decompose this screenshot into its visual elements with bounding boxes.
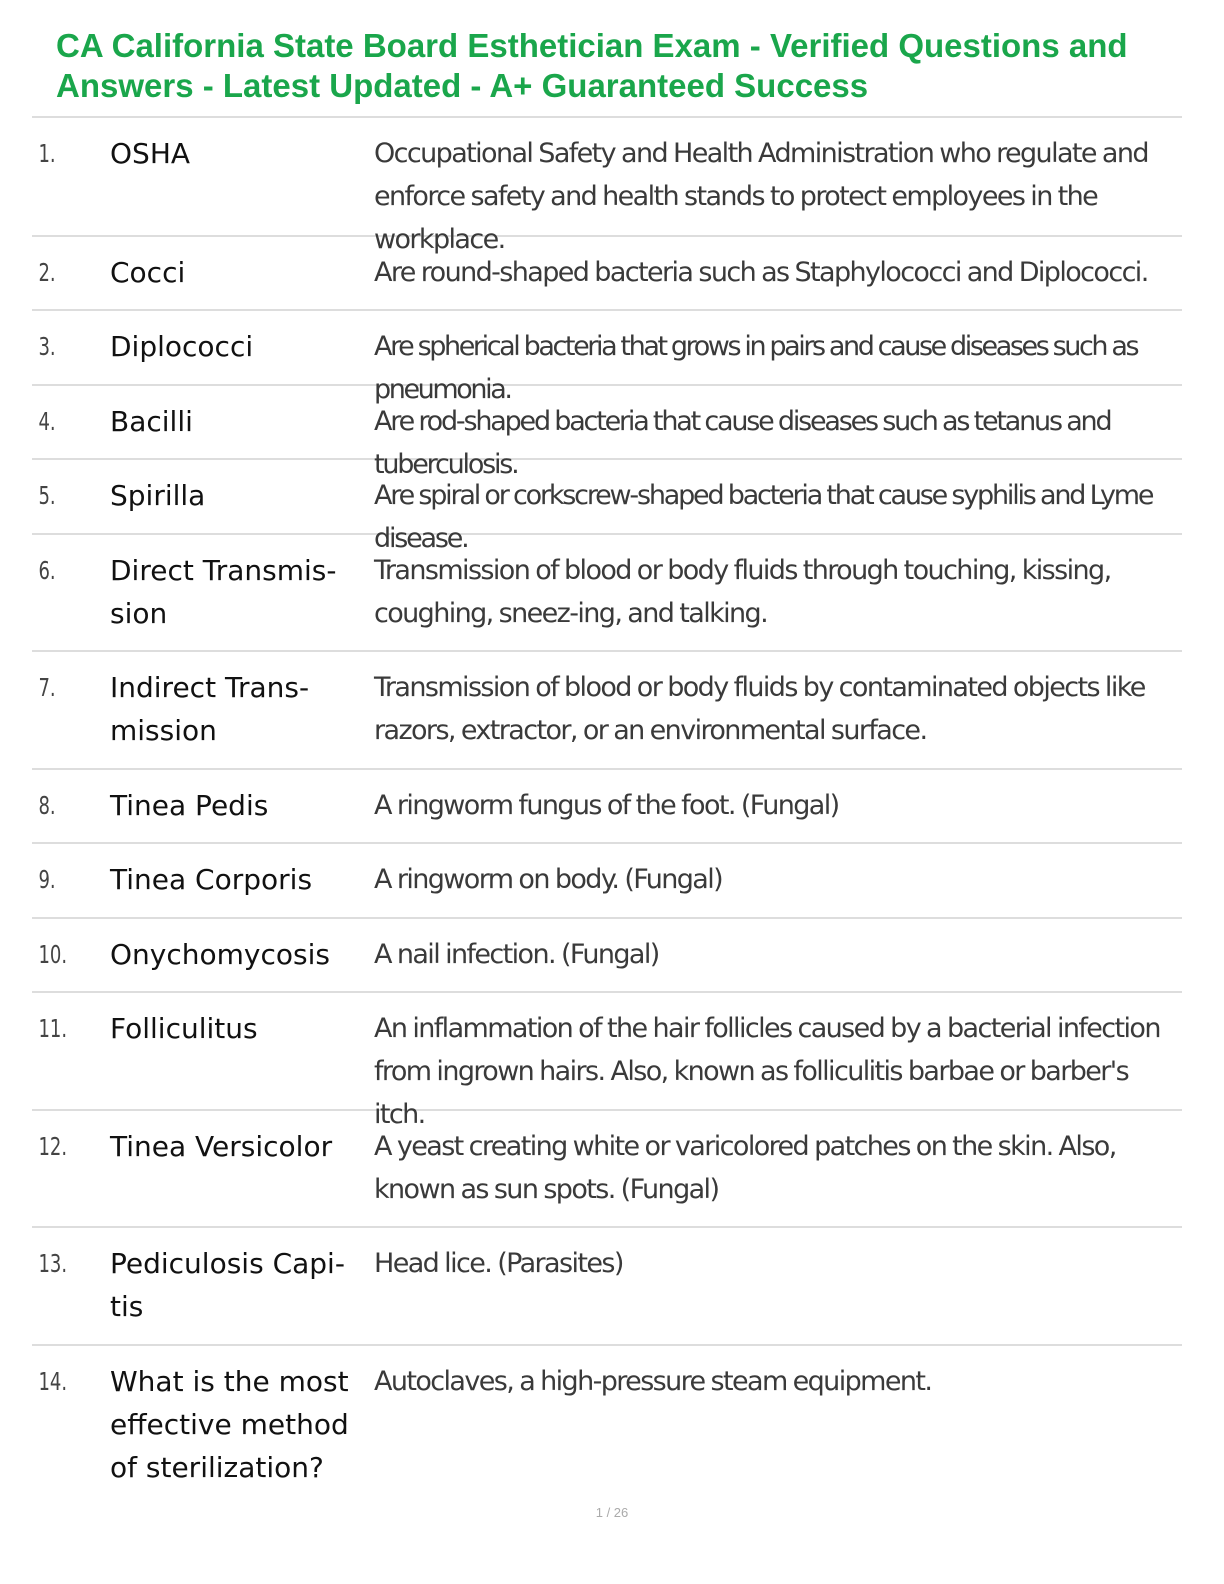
item-term: OSHA bbox=[110, 137, 191, 170]
item-definition: Occupational Safety and Health Administration who regulate and enforce safety and health stands to protect employees in the workplace. bbox=[374, 138, 1148, 255]
item-number: 13. bbox=[38, 1249, 68, 1278]
item-term: Tinea Pedis bbox=[110, 789, 269, 822]
item-number: 2. bbox=[38, 258, 56, 287]
item-definition: Transmission of blood or body fluids through touching, kissing, coughing, sneez-ing, and talking. bbox=[374, 555, 1111, 629]
item-number: 11. bbox=[38, 1014, 68, 1043]
item-definition: Transmission of blood or body fluids by contaminated objects like razors, extractor, or an environmental surface. bbox=[374, 672, 1145, 746]
item-number: 1. bbox=[38, 139, 56, 168]
item-term: Spirilla bbox=[110, 479, 206, 512]
item-definition: Are spiral or corkscrew-shaped bacteria that cause syphilis and Lyme disease. bbox=[374, 480, 1153, 554]
item-number: 10. bbox=[38, 940, 68, 969]
item-definition: A nail infection. (Fungal) bbox=[374, 939, 659, 970]
item-number: 14. bbox=[38, 1367, 68, 1396]
item-number: 8. bbox=[38, 791, 56, 820]
item-number: 5. bbox=[38, 481, 56, 510]
qa-row bbox=[32, 535, 1182, 652]
qa-row bbox=[32, 844, 1182, 919]
item-term: Tinea Versicolor bbox=[110, 1130, 333, 1163]
item-number: 7. bbox=[38, 673, 56, 702]
document-title: CA California State Board Esthetician Exam - Verified Questions and Answers - Latest Updated - A+ Guaranteed Success bbox=[56, 27, 1128, 104]
qa-row bbox=[32, 1346, 1182, 1496]
item-term: Indirect Trans-mission bbox=[110, 671, 310, 747]
item-term: Folliculitus bbox=[110, 1012, 258, 1045]
item-definition: Are rod-shaped bacteria that cause diseases such as tetanus and tuberculosis. bbox=[374, 406, 1111, 480]
qa-row bbox=[32, 770, 1182, 844]
item-term: Onychomycosis bbox=[110, 938, 330, 971]
item-definition: Head lice. (Parasites) bbox=[374, 1248, 623, 1279]
qa-row bbox=[32, 1111, 1182, 1228]
item-definition: A yeast creating white or varicolored patches on the skin. Also, known as sun spots. (Fungal) bbox=[374, 1131, 1116, 1205]
qa-row bbox=[32, 311, 1182, 405]
item-term: Tinea Corporis bbox=[110, 863, 313, 896]
item-definition: Autoclaves, a high-pressure steam equipment. bbox=[374, 1366, 932, 1397]
page-number: 1 / 26 bbox=[595, 1505, 629, 1520]
item-term: Bacilli bbox=[110, 405, 193, 438]
qa-row bbox=[32, 118, 1182, 255]
item-definition: Are spherical bacteria that grows in pairs and cause diseases such as pneumonia. bbox=[374, 331, 1138, 405]
item-term: What is the most effective method of sterilization? bbox=[110, 1365, 349, 1484]
item-number: 4. bbox=[38, 407, 56, 436]
item-term: Direct Transmis-sion bbox=[110, 554, 337, 630]
item-definition: A ringworm fungus of the foot. (Fungal) bbox=[374, 790, 839, 821]
qa-row bbox=[32, 1228, 1182, 1346]
qa-list bbox=[32, 116, 1182, 1496]
item-definition: Are round-shaped bacteria such as Staphylococci and Diplococci. bbox=[374, 257, 1148, 288]
item-term: Cocci bbox=[110, 256, 186, 289]
item-definition: A ringworm on body. (Fungal) bbox=[374, 864, 723, 895]
qa-row bbox=[32, 993, 1182, 1130]
qa-row bbox=[32, 919, 1182, 993]
item-term: Diplococci bbox=[110, 330, 254, 363]
item-number: 3. bbox=[38, 332, 56, 361]
item-number: 9. bbox=[38, 865, 56, 894]
item-number: 12. bbox=[38, 1132, 68, 1161]
item-term: Pediculosis Capi-tis bbox=[110, 1247, 345, 1323]
item-definition: An inflammation of the hair follicles caused by a bacterial infection from ingrown hairs. Also, known as folliculitis barbae or barber's itch. bbox=[374, 1013, 1160, 1130]
item-number: 6. bbox=[38, 556, 56, 585]
qa-row bbox=[32, 652, 1182, 770]
